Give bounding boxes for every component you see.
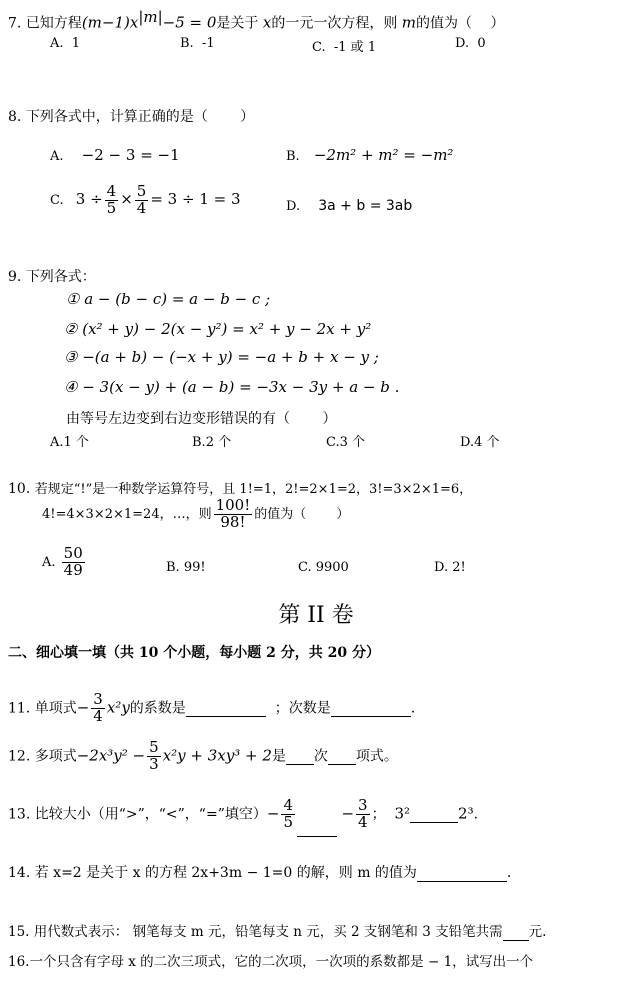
question-13	[8, 798, 478, 837]
q8-option-a[interactable]	[50, 146, 180, 164]
q14-blank[interactable]	[417, 865, 507, 882]
q11-mid2: ；次数是	[274, 700, 331, 717]
q11-pre: 单项式	[34, 700, 77, 717]
q10-option-a-frac	[62, 546, 85, 579]
q9-option-b-text: 2 个	[205, 435, 232, 450]
q8-stem: 下列各式中，计算正确的是（ ）	[25, 109, 255, 125]
q13-number: 13.	[8, 806, 31, 823]
q7-option-d-text: 0	[477, 36, 486, 51]
q9-stem: 下列各式：	[25, 269, 96, 285]
q10-option-a[interactable]	[42, 546, 87, 579]
q13-pre: 比较大小（用“>”，“<”，“=”填空）	[34, 806, 267, 823]
q16-text: 一个只含有字母 x 的二次三项式，它的二次项，一次项的系数都是 − 1，试写出一个	[29, 954, 534, 970]
q12-expr1: −2x³y² −	[76, 746, 146, 765]
q15-text: 用代数式表示： 钢笔每支 m 元，铅笔每支 n 元，买 2 支钢笔和 3 支铅笔共需	[33, 924, 503, 940]
q7-var: x	[262, 13, 272, 32]
q7-stem-post: 的值为（ ）	[416, 15, 505, 32]
q9-item-1: ① a − (b − c) = a − b − c ;	[66, 290, 271, 308]
q8-option-d-text: 3a + b = 3ab	[318, 198, 413, 214]
q10-fraction	[214, 498, 253, 531]
q9-option-c-label: C.	[326, 435, 340, 450]
q10-line1: 若规定“!”是一种数学运算符号，且 1!=1，2!=2×1=2，3!=3×2×1=6，	[34, 482, 473, 497]
question-11	[8, 692, 415, 725]
q12-blank-terms[interactable]	[328, 748, 356, 765]
q8-frac2-num: 5	[136, 182, 147, 200]
q9-item-3: ③ −(a + b) − (−x + y) = −a + b + x − y ;	[64, 348, 379, 366]
q8-option-a-label: A.	[50, 149, 64, 164]
q12-mid: 是	[271, 748, 286, 765]
q8-option-c-post: = 3 ÷ 1 = 3	[150, 189, 241, 208]
q13-blank-2[interactable]	[410, 806, 458, 823]
q7-var2: m	[401, 13, 417, 32]
q7-option-a-label: A.	[50, 36, 64, 51]
q11-blank-coefficient[interactable]	[186, 700, 266, 717]
question-15	[8, 920, 546, 941]
q9-option-b-label: B.	[192, 435, 206, 450]
q12-mid2: 次	[313, 748, 328, 765]
q13-sign2: −	[341, 804, 355, 823]
q8-option-c-frac1	[105, 184, 119, 217]
q9-option-c[interactable]	[326, 431, 365, 450]
section-title: 第 II 卷	[278, 603, 354, 628]
q7-equation: (m−1)x	[81, 13, 139, 32]
q10-option-a-num: 50	[63, 544, 83, 562]
question-12	[8, 740, 398, 773]
q9-option-a-text: 1 个	[63, 435, 89, 450]
q7-option-b-text: -1	[201, 36, 215, 51]
question-8	[8, 106, 254, 126]
q9-option-a[interactable]	[50, 431, 89, 450]
q7-stem-mid: 是关于	[216, 15, 259, 32]
q11-blank-degree[interactable]	[331, 700, 411, 717]
q8-option-c[interactable]	[50, 184, 241, 217]
q11-sign: −	[76, 698, 90, 717]
question-9	[8, 266, 96, 286]
q11-number: 11.	[8, 700, 31, 717]
q12-blank-degree[interactable]	[286, 748, 314, 765]
q10-option-a-den: 49	[63, 560, 83, 579]
q10-line2	[42, 498, 349, 531]
q8-frac2-den: 4	[136, 198, 147, 217]
q8-option-c-label: C.	[50, 192, 64, 208]
q12-fraction	[147, 740, 161, 773]
q13-end: .	[473, 806, 479, 823]
q9-item-2: ② (x² + y) − 2(x − y²) = x² + y − 2x + y²	[64, 320, 372, 338]
q12-number: 12.	[8, 748, 31, 765]
q8-option-c-times: ×	[120, 189, 133, 208]
q10-frac-den: 98!	[220, 512, 246, 531]
q13-blank-1[interactable]	[297, 820, 337, 837]
q7-number: 7.	[8, 15, 22, 32]
q10-option-c[interactable]: C. 9900	[298, 560, 349, 575]
q8-option-d-label: D.	[286, 199, 301, 214]
q7-option-b-label: B.	[180, 36, 194, 51]
q8-frac1-den: 5	[106, 198, 117, 217]
q11-fraction	[91, 692, 105, 725]
q8-option-c-pre: 3 ÷	[75, 189, 103, 208]
q12-num: 5	[149, 738, 159, 756]
q11-end: .	[410, 700, 416, 717]
q9-option-b[interactable]	[192, 431, 231, 450]
q8-option-c-frac2	[135, 184, 149, 217]
q11-expr: x²y	[106, 698, 130, 717]
q7-option-d[interactable]	[455, 36, 486, 51]
q7-exponent: |m|	[138, 8, 163, 26]
q12-end: 项式。	[355, 748, 398, 765]
q12-den: 3	[149, 754, 159, 773]
q9-item-4: ④ − 3(x − y) + (a − b) = −3x − 3y + a − b .	[64, 378, 400, 396]
q10-option-d[interactable]: D. 2!	[434, 560, 466, 575]
question-14	[8, 862, 511, 882]
q8-option-b[interactable]	[286, 146, 453, 164]
q13-separator: ；	[371, 806, 386, 823]
q8-option-d[interactable]	[286, 198, 412, 214]
q12-expr2: x²y + 3xy³ + 2	[162, 746, 272, 765]
q13-fraction2	[356, 798, 370, 831]
q10-frac-num: 100!	[215, 496, 251, 514]
q15-end: 元.	[528, 924, 547, 940]
q11-mid: 的系数是	[129, 700, 186, 717]
q13-fraction1	[281, 798, 295, 831]
q8-option-a-text: −2 − 3 = −1	[81, 146, 180, 164]
q13-pow2: 2³	[458, 804, 474, 823]
q11-den: 4	[93, 706, 103, 725]
question-16	[8, 950, 533, 970]
q7-option-a[interactable]	[50, 36, 80, 51]
q10-option-b[interactable]: B. 99!	[166, 560, 206, 575]
q7-option-b[interactable]	[180, 36, 215, 51]
q10-number: 10.	[8, 481, 31, 497]
q12-pre: 多项式	[34, 748, 77, 765]
section-heading: 二、细心填一填（共 10 个小题，每小题 2 分，共 20 分）	[8, 645, 380, 661]
q14-end: .	[506, 865, 512, 881]
q8-frac1-num: 4	[106, 182, 117, 200]
q7-option-c-label: C.	[312, 40, 326, 55]
q9-option-d-label: D.	[460, 435, 475, 450]
q13-num1: 4	[283, 796, 293, 814]
q9-option-a-label: A.	[50, 435, 64, 450]
q9-option-d-text: 4 个	[474, 435, 500, 450]
q9-number: 9.	[8, 269, 22, 285]
q9-tail: 由等号左边变到右边变形错误的有（ ）	[66, 411, 337, 427]
q7-stem-pre: 已知方程	[25, 15, 82, 32]
q10-option-a-label: A.	[42, 554, 56, 570]
q13-den2: 4	[358, 812, 368, 831]
q7-option-c-text: -1 或 1	[333, 40, 377, 55]
q9-option-c-text: 3 个	[339, 435, 366, 450]
q8-number: 8.	[8, 109, 22, 125]
q13-den1: 5	[283, 812, 293, 831]
q14-text: 若 x=2 是关于 x 的方程 2x+3m − 1=0 的解，则 m 的值为	[34, 865, 417, 881]
q7-equation-tail: −5 = 0	[162, 13, 217, 32]
q7-option-a-text: 1	[71, 36, 81, 51]
q11-num: 3	[93, 690, 103, 708]
q7-stem-mid2: 的一元一次方程，则	[271, 15, 398, 32]
q7-option-d-label: D.	[455, 36, 470, 51]
q14-number: 14.	[8, 865, 31, 881]
q15-number: 15.	[8, 924, 30, 940]
q13-num2: 3	[358, 796, 368, 814]
q13-pow1: 3²	[394, 804, 411, 823]
q9-option-d[interactable]	[460, 431, 500, 450]
q8-option-b-text: −2m² + m² = −m²	[313, 146, 454, 164]
question-10	[8, 478, 472, 497]
q13-sign1: −	[266, 804, 280, 823]
q15-blank[interactable]	[503, 924, 529, 941]
q8-option-b-label: B.	[286, 149, 300, 164]
q16-number: 16.	[8, 954, 30, 970]
question-7	[8, 8, 504, 33]
q7-option-c[interactable]	[312, 36, 376, 55]
q10-line2-pre: 4!=4×3×2×1=24，…，则	[42, 506, 212, 522]
q10-line2-post: 的值为（ ）	[254, 506, 350, 522]
